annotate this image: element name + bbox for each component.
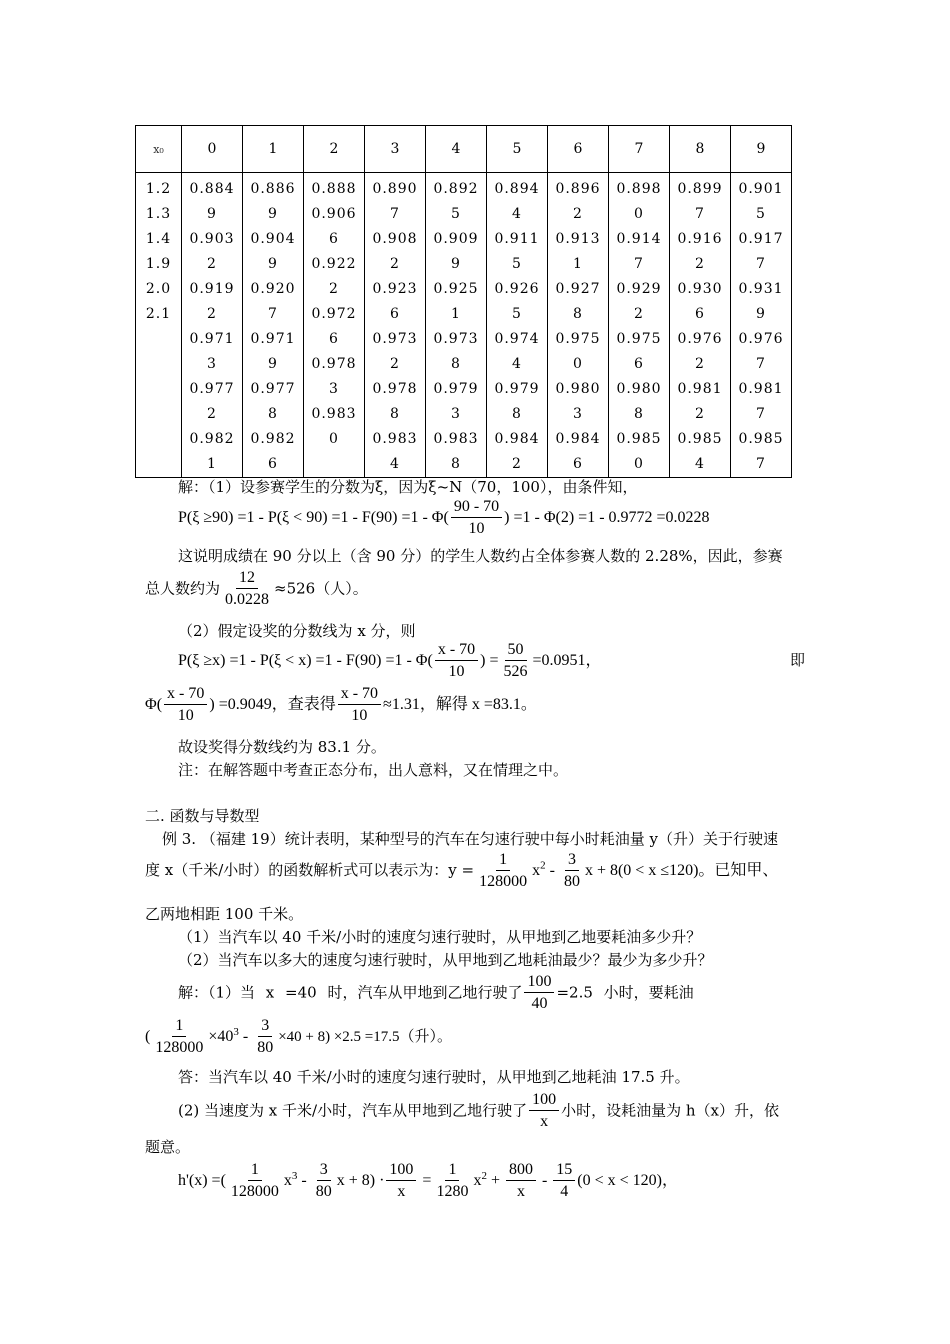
a2-post: ×40 + 8) ×2.5 =17.5（升）。	[278, 1029, 453, 1046]
h-eq: =	[418, 1172, 432, 1190]
table-value: 0.976	[677, 331, 723, 347]
question-1: （1）当汽车以 40 千米/小时的速度匀速行驶时，从甲地到乙地要耗油多少升？	[178, 928, 702, 946]
table-value: 0.971	[250, 331, 296, 347]
table-value: 0	[573, 356, 583, 372]
solution-1-conclusion: 故设奖得分数线约为 83.1 分。	[178, 738, 386, 756]
table-header-row	[136, 126, 792, 173]
h-x2: x	[473, 1172, 482, 1190]
table-value: 0.972	[311, 306, 357, 322]
row-label: 1.9	[145, 256, 172, 272]
header-cell: 4	[426, 126, 487, 173]
eq2-fraction	[435, 640, 478, 683]
a1-den: 40	[531, 995, 548, 1012]
a2-fraction-2	[254, 1016, 276, 1059]
table-value: 2	[207, 406, 217, 422]
total-fraction	[222, 568, 272, 611]
row-label-column	[136, 173, 182, 478]
table-value: 6	[329, 331, 339, 347]
table-value: 7	[756, 406, 766, 422]
h-minus: -	[297, 1172, 311, 1190]
table-value: 0.927	[555, 281, 601, 297]
table-value: 6	[634, 356, 644, 372]
ex3-sup: 2	[540, 859, 546, 872]
h-pre: h'(x) =(	[178, 1172, 226, 1190]
eq3-numerator: x - 70	[164, 684, 207, 705]
total-numerator: 12	[236, 568, 258, 589]
table-value: 2	[695, 356, 705, 372]
section-heading: 二. 函数与导数型	[145, 807, 260, 825]
table-value: 0.917	[738, 231, 784, 247]
table-value: 0.971	[189, 331, 235, 347]
eq3-fraction	[164, 684, 207, 727]
h-post: (0 < x < 120)，	[577, 1172, 679, 1190]
value-column	[426, 173, 487, 478]
h-f6-den: 4	[560, 1183, 569, 1200]
table-value: 0.908	[372, 231, 418, 247]
value-column	[365, 173, 426, 478]
table-value: 0.985	[738, 431, 784, 447]
table-value: 5	[512, 306, 522, 322]
a3-fraction	[529, 1090, 559, 1133]
h-f5-num: 800	[506, 1160, 536, 1181]
table-value: 1	[573, 256, 583, 272]
table-value: 0.977	[189, 381, 235, 397]
eq3-denominator-2: 10	[351, 707, 368, 724]
h-mid: x + 8) ·	[336, 1172, 385, 1190]
table-value: 0.980	[555, 381, 601, 397]
table-value: 0.977	[250, 381, 296, 397]
a1-num: 100	[524, 972, 554, 993]
table-value: 6	[268, 456, 278, 472]
table-value: 0.888	[311, 181, 357, 197]
table-body-row	[136, 173, 792, 478]
normal-distribution-table	[135, 125, 792, 478]
table-value: 9	[207, 206, 217, 222]
table-value: 0.890	[372, 181, 418, 197]
table-value: 0.975	[555, 331, 601, 347]
table-value: 0.919	[189, 281, 235, 297]
table-value: 9	[268, 256, 278, 272]
table-value: 3	[329, 381, 339, 397]
example-3-line1: 例 3. （福建 19）统计表明，某种型号的汽车在匀速行驶中每小时耗油量 y（升）关于行驶速	[162, 830, 778, 848]
table-value: 0.931	[738, 281, 784, 297]
header-cell: 9	[731, 126, 792, 173]
table-value: 0.979	[494, 381, 540, 397]
h-fraction-1	[228, 1160, 282, 1203]
header-cell: 8	[670, 126, 731, 173]
table-value: 9	[268, 356, 278, 372]
table-value: 0.898	[616, 181, 662, 197]
eq2-right: =0.0951，	[532, 652, 602, 670]
h-f3-den: x	[397, 1183, 406, 1200]
h-minus-2: -	[537, 1172, 552, 1190]
eq2-numerator: x - 70	[435, 640, 478, 661]
table-value: 0.983	[311, 406, 357, 422]
table-value: 2	[207, 256, 217, 272]
table-value: 8	[451, 356, 461, 372]
table-value: 5	[451, 206, 461, 222]
table-value: 3	[451, 406, 461, 422]
h-sup3: 3	[291, 1169, 298, 1182]
table-value: 7	[756, 456, 766, 472]
table-value: 0.916	[677, 231, 723, 247]
table-value: 7	[756, 256, 766, 272]
value-column	[487, 173, 548, 478]
a1-post: =2.5 小时，要耗油	[556, 983, 694, 1002]
ex3-post: x + 8(0 < x ≤120)。已知甲、	[584, 862, 779, 880]
h-f4-den: 1280	[436, 1183, 469, 1200]
table-value: 0.981	[738, 381, 784, 397]
table-value: 0.974	[494, 331, 540, 347]
table-value: 8	[634, 406, 644, 422]
table-value: 6	[329, 231, 339, 247]
table-value: 8	[390, 406, 400, 422]
table-value: 7	[390, 206, 400, 222]
eq2-denominator-2: 526	[503, 663, 528, 680]
ex3-f1-num: 1	[496, 850, 510, 871]
table-value: 2	[390, 256, 400, 272]
answer-2-line1	[178, 1090, 779, 1133]
value-column	[304, 173, 365, 478]
line3-result: ≈526（人）。	[274, 579, 368, 598]
value-column	[731, 173, 792, 478]
a2-f1-num: 1	[172, 1016, 186, 1037]
table-value: 0.896	[555, 181, 601, 197]
table-value: 0.913	[555, 231, 601, 247]
table-value: 0.976	[738, 331, 784, 347]
table-value: 0.982	[250, 431, 296, 447]
h-f2-num: 3	[317, 1160, 331, 1181]
header-cell: 5	[487, 126, 548, 173]
table-value: 0.930	[677, 281, 723, 297]
table-value: 2	[329, 281, 339, 297]
header-cell: 1	[243, 126, 304, 173]
table-value: 9	[756, 306, 766, 322]
a2-minus: -	[238, 1028, 253, 1046]
ex3-text: 度 x（千米/小时）的函数解析式可以表示为：y =	[145, 861, 475, 880]
ex3-f2-den: 80	[563, 873, 580, 890]
h-x: x	[283, 1172, 292, 1190]
answer-1-line1	[178, 972, 694, 1015]
a3-den: x	[540, 1113, 549, 1130]
table-value: 0.985	[616, 431, 662, 447]
table-value: 0.984	[494, 431, 540, 447]
table-value: 0	[634, 456, 644, 472]
table-value: 0.903	[189, 231, 235, 247]
table-value: 7	[634, 256, 644, 272]
row-label: 1.2	[145, 181, 172, 197]
a3-num: 100	[529, 1090, 559, 1111]
table-value: 2	[634, 306, 644, 322]
a2-f1-den: 128000	[155, 1039, 204, 1056]
table-value: 0	[634, 206, 644, 222]
a2-fraction-1	[152, 1016, 206, 1059]
table-value: 6	[573, 456, 583, 472]
table-value: 0.884	[189, 181, 235, 197]
row-label: 1.4	[145, 231, 172, 247]
table-value: 0.920	[250, 281, 296, 297]
table-value: 0.984	[555, 431, 601, 447]
eq3-post: ≈1.31，解得 x =83.1。	[383, 696, 537, 714]
table-value: 2	[695, 406, 705, 422]
table-value: 0.975	[616, 331, 662, 347]
eq1-numerator: 90 - 70	[451, 497, 502, 518]
table-value: 0.978	[311, 356, 357, 372]
header-cell: 6	[548, 126, 609, 173]
table-value: 0.899	[677, 181, 723, 197]
a2-mid: ×40	[208, 1028, 234, 1046]
table-value: 0.929	[616, 281, 662, 297]
table-value: 0.983	[433, 431, 479, 447]
equation-3	[145, 684, 537, 727]
example-3-line2	[145, 850, 778, 893]
table-value: 2	[573, 206, 583, 222]
table-value: 0.981	[677, 381, 723, 397]
eq2-mid: ) =	[480, 652, 499, 670]
eq2-numerator-2: 50	[505, 640, 527, 661]
header-cell: 3	[365, 126, 426, 173]
table-value: 0.892	[433, 181, 479, 197]
table-value: 4	[695, 456, 705, 472]
answer-2-line2: 题意。	[145, 1138, 191, 1156]
table-value: 5	[512, 256, 522, 272]
row-label: 1.3	[145, 206, 172, 222]
table-value: 0.894	[494, 181, 540, 197]
table-value: 0.923	[372, 281, 418, 297]
row-label: 2.0	[145, 281, 172, 297]
table-value: 0	[329, 431, 339, 447]
table-value: 2	[207, 306, 217, 322]
value-column	[670, 173, 731, 478]
table-value: 0.978	[372, 381, 418, 397]
total-denominator: 0.0228	[225, 591, 270, 608]
h-sup2: 2	[481, 1169, 487, 1182]
eq2-fraction-2	[501, 640, 531, 683]
question-2: （2）当汽车以多大的速度匀速行驶时，从甲地到乙地耗油最少？最少为多少升？	[178, 951, 713, 969]
eq1-left: P(ξ ≥90) =1 - P(ξ < 90) =1 - F(90) =1 - Φ(	[178, 509, 449, 527]
table-value: 0.979	[433, 381, 479, 397]
table-value: 8	[451, 456, 461, 472]
table-value: 1	[207, 456, 217, 472]
table-value: 2	[390, 356, 400, 372]
value-column	[548, 173, 609, 478]
table-value: 6	[390, 306, 400, 322]
value-column	[182, 173, 243, 478]
h-f6-num: 15	[553, 1160, 575, 1181]
derivative-equation	[178, 1160, 678, 1203]
a3-post: 小时，设耗油量为 h（x）升，依	[561, 1101, 779, 1120]
a1-text: 解：（1）当 x =40 时，汽车从甲地到乙地行驶了	[178, 983, 523, 1002]
solution-1-intro: 解：（1）设参赛学生的分数为ξ，因为ξ~N（70，100），由条件知，	[178, 478, 638, 496]
h-f4-num: 1	[445, 1160, 459, 1181]
solution-1-part2: （2）假定设奖的分数线为 x 分，则	[178, 622, 416, 640]
table-value: 0.886	[250, 181, 296, 197]
header-cell: 0	[182, 126, 243, 173]
h-fraction-4	[433, 1160, 471, 1203]
solution-1-line2: 这说明成绩在 90 分以上（含 90 分）的学生人数约占全体参赛人数的 2.28%，因此，参赛	[178, 547, 783, 565]
h-fraction-5	[506, 1160, 536, 1203]
header-cell: x₀	[136, 126, 182, 173]
table-value: 9	[451, 256, 461, 272]
table-value: 7	[268, 306, 278, 322]
solution-1-line3	[145, 568, 368, 611]
eq1-fraction	[451, 497, 502, 540]
table-value: 0.983	[372, 431, 418, 447]
answer-1-summary: 答：当汽车以 40 千米/小时的速度匀速行驶时，从甲地到乙地耗油 17.5 升。	[178, 1068, 690, 1086]
value-column	[609, 173, 670, 478]
table-value: 2	[512, 456, 522, 472]
table-value: 8	[512, 406, 522, 422]
a2-f2-num: 3	[258, 1016, 272, 1037]
table-value: 2	[695, 256, 705, 272]
a3-text: (2) 当速度为 x 千米/小时，汽车从甲地到乙地行驶了	[178, 1101, 528, 1120]
table-value: 0.911	[494, 231, 540, 247]
eq3-denominator: 10	[177, 707, 194, 724]
table-value: 6	[695, 306, 705, 322]
h-f1-den: 128000	[230, 1183, 279, 1200]
table-value: 4	[390, 456, 400, 472]
table-value: 0.985	[677, 431, 723, 447]
h-f3-num: 100	[386, 1160, 416, 1181]
table-value: 0.980	[616, 381, 662, 397]
table-value: 4	[512, 206, 522, 222]
header-cell: 7	[609, 126, 670, 173]
eq1-right: ) =1 - Φ(2) =1 - 0.9772 =0.0228	[504, 509, 710, 527]
row-label: 2.1	[145, 306, 172, 322]
table-value: 0.906	[311, 206, 357, 222]
ji-char: 即	[790, 651, 806, 669]
table-value: 0.901	[738, 181, 784, 197]
ex3-minus: -	[545, 862, 559, 880]
table-value: 8	[573, 306, 583, 322]
table-value: 0.904	[250, 231, 296, 247]
header-cell: 2	[304, 126, 365, 173]
eq3-mid: ) =0.9049，查表得	[209, 696, 336, 714]
example-3-line3: 乙两地相距 100 千米。	[145, 905, 304, 923]
h-fraction-3	[386, 1160, 416, 1203]
table-value: 0.914	[616, 231, 662, 247]
ex3-fraction-2	[561, 850, 583, 893]
table-value: 4	[512, 356, 522, 372]
h-plus: +	[486, 1172, 504, 1190]
a2-pre: (	[145, 1028, 151, 1046]
table-value: 1	[451, 306, 461, 322]
table-value: 3	[573, 406, 583, 422]
ex3-x: x	[532, 862, 541, 880]
table-value: 0.982	[189, 431, 235, 447]
solution-1-note: 注：在解答题中考查正态分布，出人意料，又在情理之中。	[178, 761, 569, 779]
eq2-denominator: 10	[448, 663, 465, 680]
ex3-fraction-1	[476, 850, 530, 893]
table-value: 0.926	[494, 281, 540, 297]
h-f2-den: 80	[315, 1183, 332, 1200]
table-value: 0.973	[372, 331, 418, 347]
table-value: 7	[695, 206, 705, 222]
a2-f2-den: 80	[257, 1039, 274, 1056]
eq3-fraction-2	[338, 684, 381, 727]
a1-fraction	[524, 972, 554, 1015]
h-f1-num: 1	[248, 1160, 262, 1181]
equation-1	[178, 497, 710, 540]
table-value: 9	[268, 206, 278, 222]
table-value: 7	[756, 356, 766, 372]
h-f5-den: x	[516, 1183, 525, 1200]
table-value: 3	[207, 356, 217, 372]
line3-text: 总人数约为	[145, 579, 221, 598]
equation-2	[178, 640, 602, 683]
eq3-pre: Φ(	[145, 696, 163, 714]
a2-sup: 3	[233, 1025, 239, 1038]
h-fraction-2	[313, 1160, 335, 1203]
table-value: 5	[756, 206, 766, 222]
ex3-f1-den: 128000	[479, 873, 528, 890]
eq3-numerator-2: x - 70	[338, 684, 381, 705]
answer-1-line2	[145, 1016, 452, 1059]
h-fraction-6	[553, 1160, 575, 1203]
eq2-left: P(ξ ≥x) =1 - P(ξ < x) =1 - F(90) =1 - Φ(	[178, 652, 433, 670]
eq1-denominator: 10	[468, 520, 485, 537]
table-value: 0.973	[433, 331, 479, 347]
ex3-f2-num: 3	[565, 850, 579, 871]
value-column	[243, 173, 304, 478]
table-value: 8	[268, 406, 278, 422]
table-value: 0.925	[433, 281, 479, 297]
table-value: 0.909	[433, 231, 479, 247]
table-value: 0.922	[311, 256, 357, 272]
